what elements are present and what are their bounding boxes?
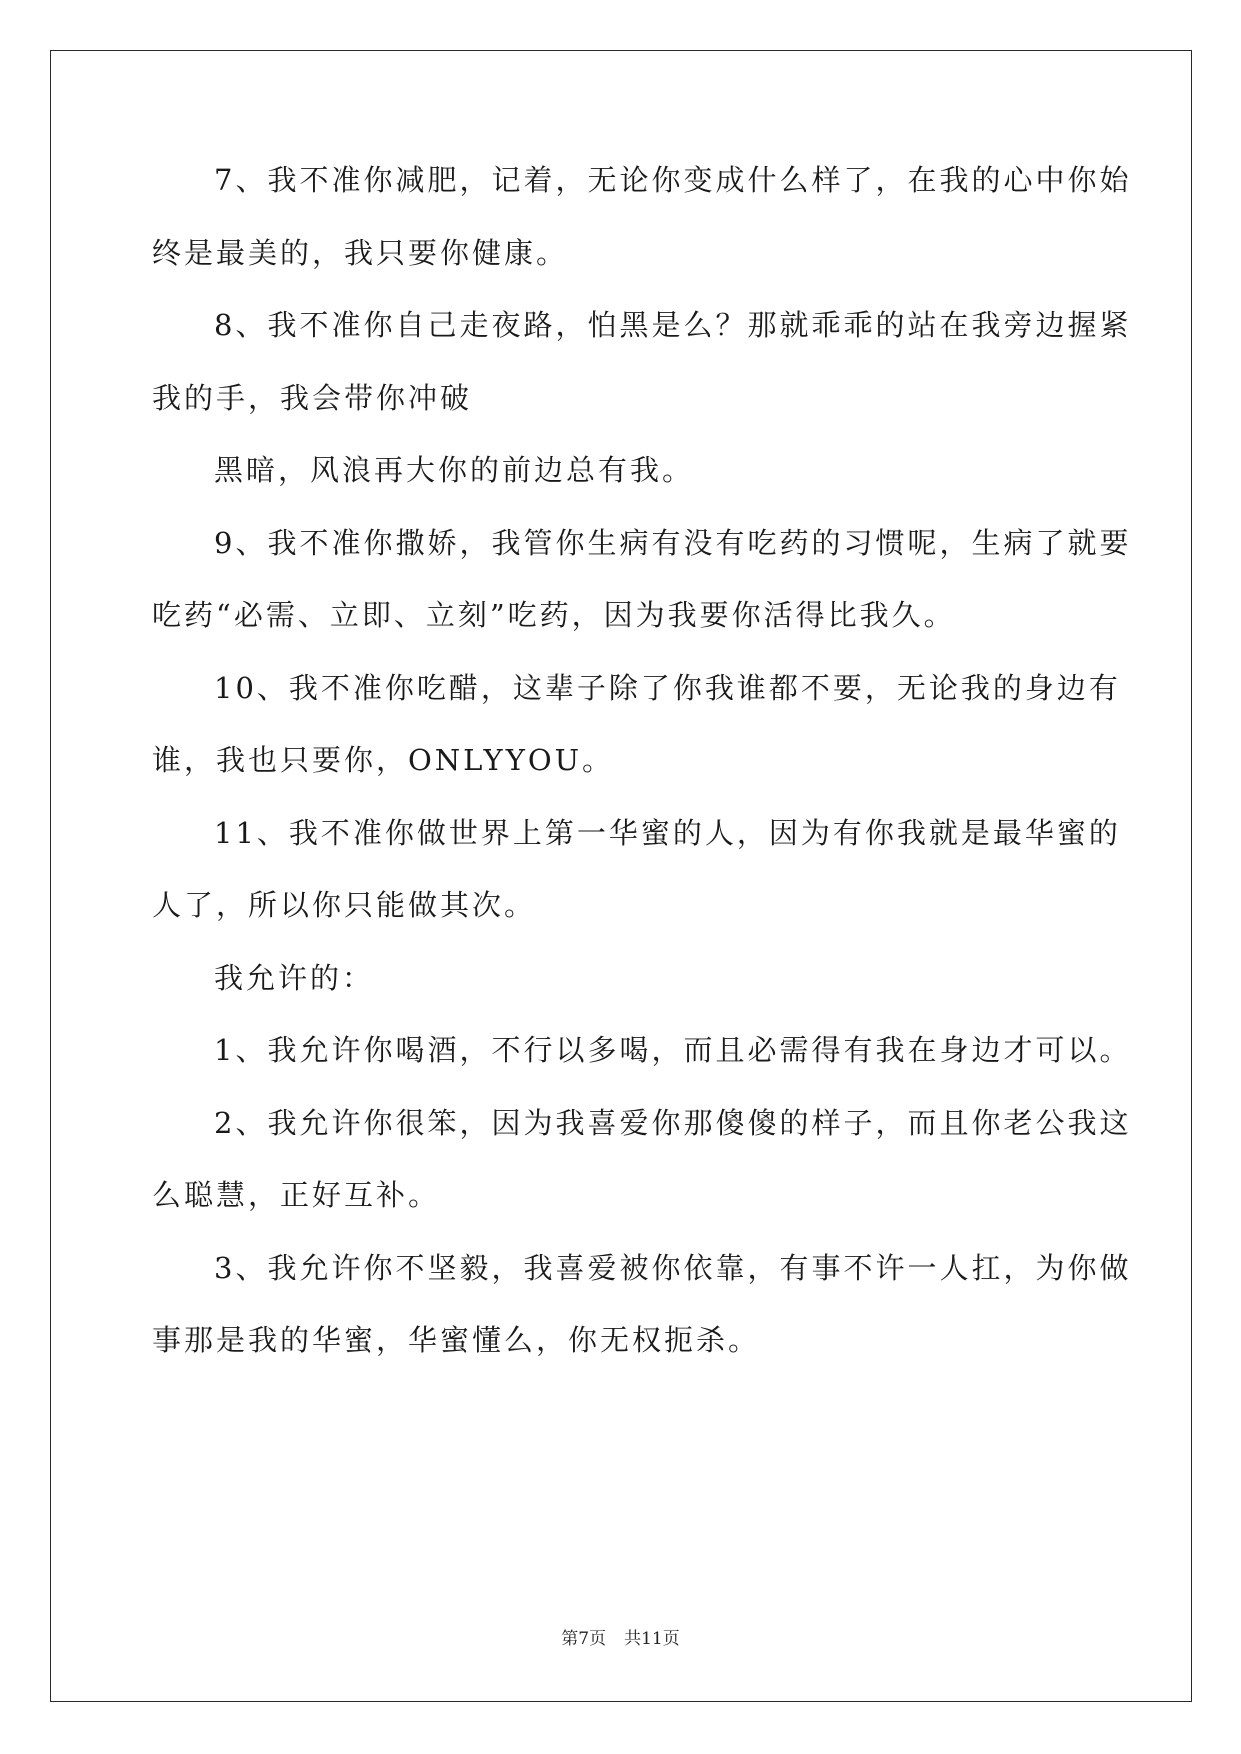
page-footer [0,1628,1241,1650]
text-line: 2、我允许你很笨，因为我喜爱你那傻傻的样子，而且你老公我这 [214,1106,1132,1140]
text-line: 终是最美的，我只要你健康。 [152,236,569,270]
text-line: 人了，所以你只能做其次。 [152,888,537,922]
text-line: 我的手，我会带你冲破 [152,381,473,415]
text-line: 10、我不准你吃醋，这辈子除了你我谁都不要，无论我的身边有 [214,671,1121,705]
text-line: 吃药“必需、立即、立刻”吃药，因为我要你活得比我久。 [152,598,956,632]
text-line: 谁，我也只要你，ONLYYOU。 [152,743,615,777]
text-line: 事那是我的华蜜，华蜜懂么，你无权扼杀。 [152,1323,761,1357]
text-line: 8、我不准你自己走夜路，怕黑是么？那就乖乖的站在我旁边握紧 [214,308,1132,342]
text-line: 9、我不准你撒娇，我管你生病有没有吃药的习惯呢，生病了就要 [214,526,1132,560]
page-border [50,50,1192,1702]
text-line: 1、我允许你喝酒，不行以多喝，而且必需得有我在身边才可以。 [214,1033,1132,1067]
text-line: 黑暗，风浪再大你的前边总有我。 [214,453,695,487]
page-number: 第7页 [561,1629,607,1649]
text-line: 么聪慧，正好互补。 [152,1178,441,1212]
text-line: 3、我允许你不坚毅，我喜爱被你依靠，有事不许一人扛，为你做 [214,1251,1132,1285]
text-line: 7、我不准你减肥，记着，无论你变成什么样了，在我的心中你始 [214,163,1132,197]
text-line: 11、我不准你做世界上第一华蜜的人，因为有你我就是最华蜜的 [214,816,1121,850]
text-line: 我允许的： [214,961,375,995]
page-total: 共11页 [624,1629,680,1649]
